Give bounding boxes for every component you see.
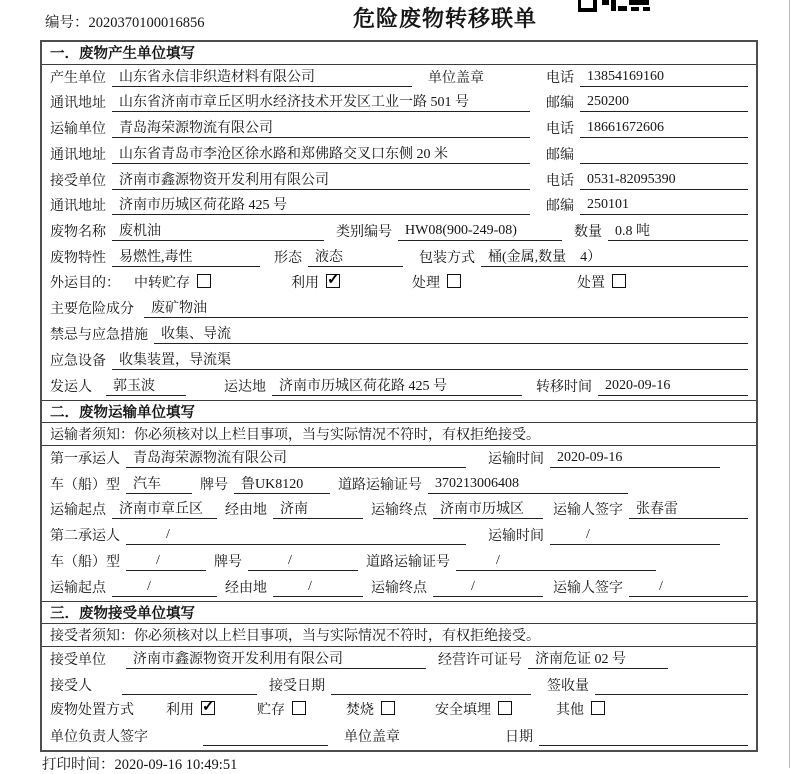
carrier1-time-field: 2020-09-16 — [550, 450, 720, 468]
disposal-method-label: 废物处置方式 — [50, 703, 134, 719]
carrier2-label: 第二承运人 — [50, 529, 120, 544]
print-time-value: 2020-09-16 10:49:51 — [114, 757, 238, 773]
checkbox-utilize-icon — [326, 274, 340, 288]
carrier2-origin-field: / — [112, 579, 217, 597]
receiver-address-field: 济南市历城区荷花路 425 号 — [112, 194, 530, 215]
carrier2-route-row — [42, 575, 756, 601]
disposal-option-store — [257, 699, 306, 719]
producer-address-field: 山东省济南市章丘区明水经济技术开发区工业一路 501 号 — [112, 91, 530, 112]
consignor-field: 郭玉波 — [106, 375, 186, 396]
print-time — [42, 753, 237, 774]
section-1-heading: 一．废物产生单位填写 — [42, 42, 756, 65]
quantity-label: 数量 — [574, 225, 602, 240]
transporter-address-label: 通讯地址 — [50, 147, 106, 163]
transporter-row — [42, 116, 756, 142]
producer-postcode-label: 邮编 — [546, 96, 574, 112]
section-2-heading: 二．废物运输单位填写 — [42, 400, 756, 424]
carrier1-label: 第一承运人 — [50, 451, 120, 467]
character-label: 废物特性 — [50, 250, 106, 266]
carrier1-origin-label: 运输起点 — [50, 503, 106, 519]
checkbox-dispose-icon — [612, 274, 626, 288]
checkbox-label: 焚烧 — [346, 703, 374, 719]
receiver-phone-field: 0531-82095390 — [580, 172, 748, 190]
consignor-row — [42, 374, 756, 400]
waste-name-row — [42, 219, 756, 245]
checkbox-label: 利用 — [166, 703, 194, 719]
checkbox-other-icon — [591, 701, 605, 715]
carrier2-road-permit-label: 道路运输证号 — [366, 554, 450, 570]
carrier1-signature-label: 运输人签字 — [553, 503, 623, 519]
carrier1-route-row — [42, 498, 756, 524]
carrier1-time-label: 运输时间 — [488, 451, 544, 467]
producer-row — [42, 65, 756, 91]
disposal-option-incinerate — [346, 699, 395, 719]
transfer-time-label: 转移时间 — [536, 379, 592, 395]
purpose-label: 外运目的： — [50, 275, 120, 291]
section-3-heading: 三．废物接受单位填写 — [42, 601, 756, 625]
checkbox-label: 安全填埋 — [435, 703, 491, 719]
transfer-time-field: 2020-09-16 — [598, 378, 748, 396]
carrier2-vehicle-label: 车（船）型 — [50, 554, 120, 570]
carrier2-vehicle-field: / — [126, 553, 206, 571]
purpose-option-treat — [412, 272, 461, 292]
carrier2-plate-label: 牌号 — [214, 554, 242, 570]
carrier2-via-field: / — [273, 579, 363, 597]
packing-field: 桶(金属,数量 4） — [481, 246, 748, 267]
transporter-phone-field: 18661672606 — [580, 120, 748, 138]
business-permit-label: 经营许可证号 — [438, 652, 522, 668]
checkbox-label: 贮存 — [257, 703, 285, 719]
received-amount-field — [595, 677, 748, 695]
carrier1-row — [42, 446, 756, 472]
checkbox-treat-icon — [447, 274, 461, 288]
carrier1-plate-label: 牌号 — [200, 477, 228, 493]
quantity-field: 0.8 吨 — [608, 220, 748, 241]
business-permit-field: 济南危证 02 号 — [528, 648, 668, 669]
checkbox-label: 其他 — [556, 703, 584, 719]
head-signature-label: 单位负责人签字 — [50, 730, 148, 745]
checkbox-transfer-storage-icon — [197, 274, 211, 288]
accept-unit-field: 济南市鑫源物资开发利用有限公司 — [126, 648, 426, 669]
carrier2-origin-label: 运输起点 — [50, 580, 106, 596]
checkbox-label: 处理 — [412, 275, 440, 291]
serial-label: 编号： — [45, 15, 89, 31]
receiver-row — [42, 168, 756, 194]
equipment-label: 应急设备 — [50, 353, 106, 369]
receiver-address-label: 通讯地址 — [50, 199, 106, 215]
transporter-postcode-label: 邮编 — [546, 147, 574, 163]
carrier1-terminus-label: 运输终点 — [371, 503, 427, 519]
checkbox-label: 中转贮存 — [134, 275, 190, 291]
destination-field: 济南市历城区荷花路 425 号 — [272, 375, 522, 396]
carrier2-road-permit-field: / — [456, 553, 656, 571]
producer-address-label: 通讯地址 — [50, 96, 106, 112]
receiver-notice: 接受者须知：你必须核对以上栏目事项，当与实际情况不符时，有权拒绝接受。 — [42, 624, 756, 647]
disposal-option-other — [556, 699, 605, 719]
carrier1-vehicle-label: 车（船）型 — [50, 477, 120, 493]
receiver-phone-label: 电话 — [546, 173, 574, 189]
carrier2-signature-label: 运输人签字 — [553, 580, 623, 596]
accept-date-label: 接受日期 — [269, 678, 325, 694]
carrier2-time-label: 运输时间 — [488, 529, 544, 544]
hazard-field: 废矿物油 — [144, 297, 748, 318]
producer-phone-label: 电话 — [546, 70, 574, 86]
checkbox-label: 利用 — [291, 275, 319, 291]
consignor-label: 发运人 — [50, 379, 92, 395]
carrier1-road-permit-field: 370213006408 — [428, 476, 628, 494]
carrier2-time-field: / — [550, 527, 720, 545]
serial-value: 2020370100016856 — [88, 15, 205, 31]
carrier1-origin-field: 济南市章丘区 — [112, 498, 217, 519]
receiver-postcode-label: 邮编 — [546, 199, 574, 215]
transfer-form-table — [40, 40, 758, 752]
transporter-postcode-field — [580, 146, 748, 164]
hazard-label: 主要危险成分 — [50, 302, 134, 318]
category-field: HW08(900-249-08) — [398, 223, 562, 241]
head-signature-row — [42, 724, 756, 750]
checkbox-incinerate-icon — [381, 701, 395, 715]
taboo-label: 禁忌与应急措施 — [50, 328, 148, 343]
carrier2-name-field: / — [126, 527, 466, 545]
character-field: 易燃性,毒性 — [112, 246, 260, 267]
producer-phone-field: 13854169160 — [580, 69, 748, 87]
accept-date-field — [331, 677, 531, 695]
carrier2-row — [42, 523, 756, 549]
carrier1-vehicle-row — [42, 472, 756, 498]
accept-unit-label: 接受单位 — [50, 652, 106, 668]
receiver-label: 接受单位 — [50, 173, 106, 189]
date-label: 日期 — [505, 730, 533, 745]
recipient-field — [122, 677, 257, 695]
taboo-row — [42, 322, 756, 348]
producer-label: 产生单位 — [50, 70, 106, 86]
recipient-label: 接受人 — [50, 678, 92, 694]
producer-address-row — [42, 91, 756, 117]
carrier1-name-field: 青岛海荣源物流有限公司 — [126, 447, 466, 468]
carrier2-vehicle-row — [42, 549, 756, 575]
disposal-option-utilize — [166, 699, 215, 719]
unit-seal-label: 单位盖章 — [344, 730, 400, 745]
purpose-option-dispose — [577, 272, 626, 292]
producer-postcode-field: 250200 — [580, 94, 748, 112]
equipment-field: 收集装置，导流渠 — [112, 349, 748, 370]
receiver-field: 济南市鑫源物资开发利用有限公司 — [112, 169, 530, 190]
checkbox-label: 处置 — [577, 275, 605, 291]
print-time-label: 打印时间： — [42, 757, 115, 773]
equipment-row — [42, 348, 756, 374]
transporter-address-row — [42, 142, 756, 168]
disposal-method-row — [42, 699, 756, 725]
serial-number — [45, 11, 205, 32]
carrier2-plate-field: / — [248, 553, 358, 571]
waste-name-field: 废机油 — [112, 220, 324, 241]
category-label: 类别编号 — [336, 225, 392, 240]
carrier1-road-permit-label: 道路运输证号 — [338, 477, 422, 493]
qr-code-fragment — [578, 0, 654, 12]
purpose-row — [42, 271, 756, 297]
carrier2-terminus-label: 运输终点 — [371, 580, 427, 596]
page-title: 危险废物转移联单 — [352, 6, 538, 31]
page-right-edge — [789, 0, 790, 768]
carrier1-terminus-field: 济南市历城区 — [433, 498, 543, 519]
packing-label: 包装方式 — [419, 250, 475, 266]
checkbox-landfill-icon — [498, 701, 512, 715]
hazard-row — [42, 297, 756, 323]
date-field — [539, 728, 748, 746]
destination-label: 运达地 — [224, 379, 266, 395]
transporter-address-field: 山东省青岛市李沧区徐水路和郑佛路交叉口东侧 20 米 — [112, 143, 530, 164]
receiver-postcode-field: 250101 — [580, 197, 748, 215]
taboo-field: 收集、导流 — [154, 323, 748, 344]
transporter-field: 青岛海荣源物流有限公司 — [112, 117, 530, 138]
producer-seal-label: 单位盖章 — [428, 70, 484, 86]
purpose-option-utilize — [291, 272, 340, 292]
disposal-option-landfill — [435, 699, 512, 719]
carrier1-plate-field: 鲁UK8120 — [234, 473, 330, 494]
carrier2-terminus-field: / — [433, 579, 543, 597]
form-label: 形态 — [274, 250, 302, 266]
carrier1-vehicle-field: 汽车 — [126, 473, 192, 494]
transporter-notice: 运输者须知：你必须核对以上栏目事项，当与实际情况不符时，有权拒绝接受。 — [42, 423, 756, 446]
carrier1-signature-field: 张春雷 — [629, 498, 748, 519]
carrier1-via-label: 经由地 — [225, 503, 267, 519]
head-signature-field — [203, 728, 328, 746]
recipient-row — [42, 673, 756, 699]
waste-character-row — [42, 245, 756, 271]
carrier2-via-label: 经由地 — [225, 580, 267, 596]
receiver-address-row — [42, 194, 756, 220]
waste-name-label: 废物名称 — [50, 225, 106, 240]
received-amount-label: 签收量 — [547, 678, 589, 694]
accept-unit-row — [42, 647, 756, 673]
purpose-option-transfer-storage — [134, 272, 211, 292]
checkbox-store-icon — [292, 701, 306, 715]
producer-field: 山东省永信非织造材料有限公司 — [112, 66, 412, 87]
checkbox-utilize-icon — [201, 701, 215, 715]
transporter-label: 运输单位 — [50, 122, 106, 137]
carrier2-signature-field: / — [629, 579, 748, 597]
transporter-phone-label: 电话 — [546, 122, 574, 137]
carrier1-via-field: 济南 — [273, 498, 363, 519]
form-field: 液态 — [308, 246, 403, 267]
